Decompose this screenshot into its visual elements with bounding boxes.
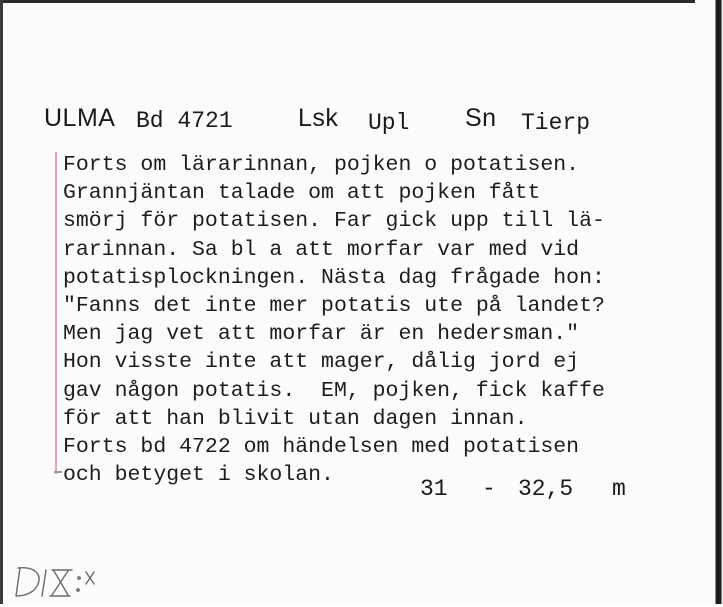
- card-right-edge: [695, 0, 723, 604]
- card-header: [0, 104, 700, 144]
- record-number: Bd 4721: [136, 108, 233, 134]
- card-left-edge: [0, 0, 3, 604]
- socken-label: Sn: [465, 104, 497, 132]
- body-line: potatisplockningen. Nästa dag frågade hon:: [63, 265, 605, 290]
- archive-label: ULMA: [44, 104, 116, 132]
- margin-tick: [54, 471, 62, 473]
- body-line: gav någon potatis. EM, pojken, fick kaffe: [63, 378, 605, 403]
- landskap-value: Upl: [368, 110, 410, 136]
- handwritten-mark-drawing: [12, 560, 122, 602]
- card-top-edge: [0, 0, 723, 3]
- card-body-text: [63, 151, 663, 489]
- range-dash: -: [482, 476, 496, 502]
- landskap-label: Lsk: [298, 104, 339, 132]
- handwritten-mark: [12, 560, 122, 607]
- body-line: och betyget i skolan.: [63, 463, 334, 488]
- body-line: Hon visste inte att mager, dålig jord ej: [63, 350, 580, 375]
- range-end: 32,5: [518, 476, 574, 502]
- body-line: Men jag vet att morfar är en hedersman.": [63, 322, 580, 347]
- body-line: Forts om lärarinnan, pojken o potatisen.: [63, 153, 580, 177]
- body-line: "Fanns det inte mer potatis ute på landet?: [63, 294, 605, 319]
- body-line: Grannjäntan talade om att pojken fått: [63, 181, 541, 206]
- body-line: för att han blivit utan dagen innan.: [63, 406, 528, 431]
- body-line: rarinnan. Sa bl a att morfar var med vid: [63, 237, 580, 262]
- socken-value: Tierp: [521, 110, 591, 136]
- body-line: Forts bd 4722 om händelsen med potatisen: [63, 435, 580, 460]
- range-unit: m: [612, 476, 626, 502]
- body-line: smörj för potatisen. Far gick upp till lä-: [63, 209, 605, 234]
- margin-rule: [55, 152, 57, 474]
- range-start: 31: [420, 476, 448, 502]
